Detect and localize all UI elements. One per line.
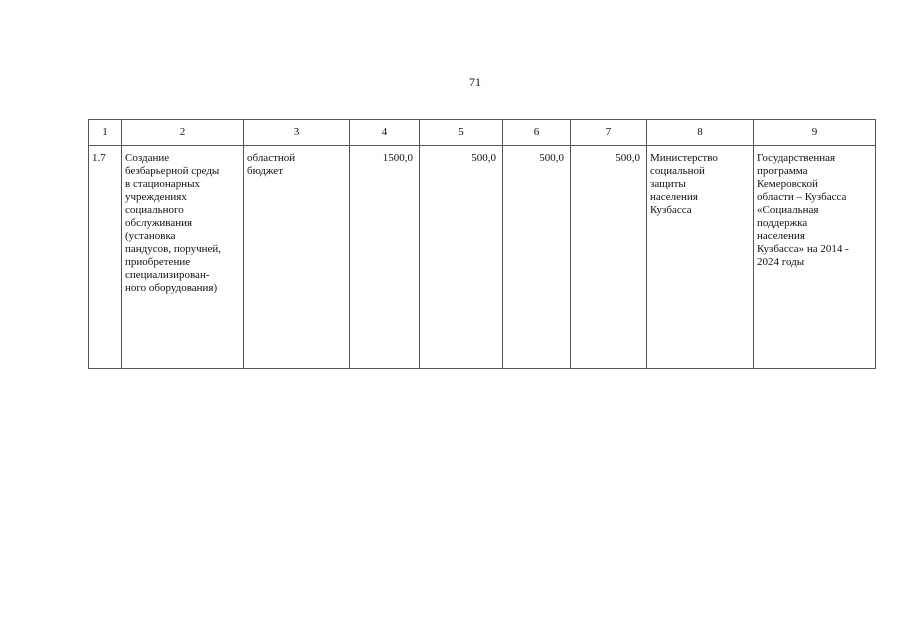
- column-header: 5: [420, 120, 503, 146]
- column-header: 8: [647, 120, 754, 146]
- executor-cell: Министерство социальной защиты населения Кузбасса: [647, 146, 754, 369]
- year-3-amount-cell: 500,0: [571, 146, 647, 369]
- program-table: [88, 119, 876, 369]
- program-cell: Государственная программа Кемеровской области – Кузбасса «Социальная поддержка населения Кузбасса» на 2014 - 2024 годы: [754, 146, 876, 369]
- row-number-cell: 1.7: [89, 146, 122, 369]
- activity-cell: Создание безбарьерной среды в стационарных учреждениях социального обслуживания (установка пандусов, поручней, приобретение специализирован- ного оборудования): [122, 146, 244, 369]
- table-row: [89, 146, 876, 369]
- column-header: 9: [754, 120, 876, 146]
- column-header: 2: [122, 120, 244, 146]
- column-header: 1: [89, 120, 122, 146]
- funding-source-cell: областной бюджет: [244, 146, 350, 369]
- column-header: 7: [571, 120, 647, 146]
- year-1-amount-cell: 500,0: [420, 146, 503, 369]
- total-amount-cell: 1500,0: [350, 146, 420, 369]
- page-number: 71: [469, 75, 481, 89]
- table-header-row: [89, 120, 876, 146]
- year-2-amount-cell: 500,0: [503, 146, 571, 369]
- column-header: 4: [350, 120, 420, 146]
- column-header: 3: [244, 120, 350, 146]
- column-header: 6: [503, 120, 571, 146]
